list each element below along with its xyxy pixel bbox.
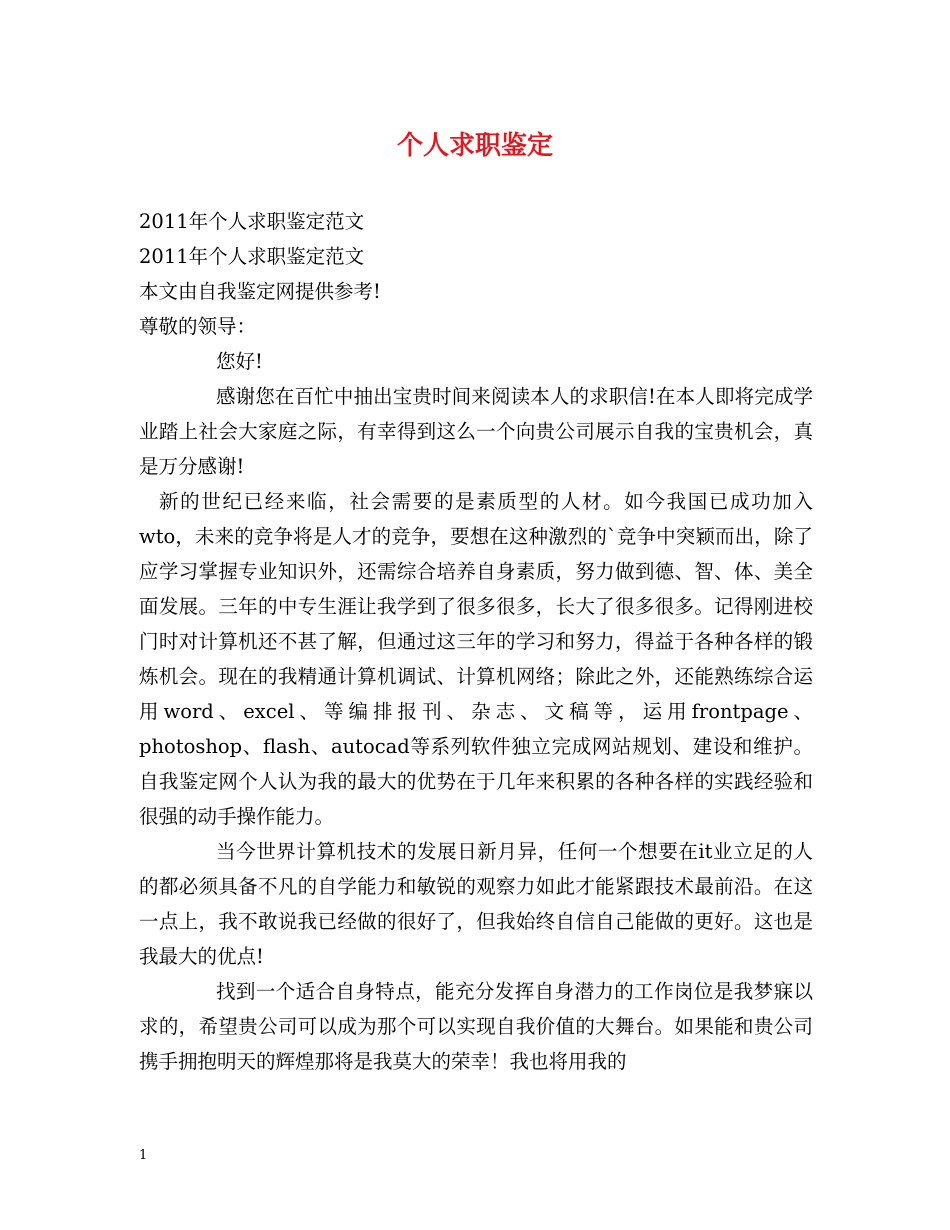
paragraph-thanks: 感谢您在百忙中抽出宝贵时间来阅读本人的求职信!在本人即将完成学业踏上社会大家庭之际，有幸得到这么一个向贵公司展示自我的宝贵机会，真是万分感谢! [139,385,813,478]
paragraph-learning: 当今世界计算机技术的发展日新月异，任何一个想要在it业立足的人的都必须具备不凡的自学能力和敏锐的观察力如此才能紧跟技术最前沿。在这一点上，我不敢说我已经做的很好了，但我始终自信自己能做的更好。这也是我最大的优点! [139,840,813,968]
subtitle-line: 2011年个人求职鉴定范文 [139,245,365,268]
page-number: 1 [139,1148,148,1163]
greeting: 您好! [216,350,263,373]
salutation: 尊敬的领导： [139,315,257,338]
source-note: 本文由自我鉴定网提供参考! [139,280,381,303]
paragraph-skills: 新的世纪已经来临，社会需要的是素质型的人材。如今我国已成功加入wto，未来的竞争将是人才的竞争，要想在这种激烈的`竞争中突颖而出，除了应学习掌握专业知识外，还需综合培养自身素质，努力做到德、智、体、美全面发展。三年的中专生涯让我学到了很多很多，长大了很多很多。记得刚进校门时对计算机还不甚了解，但通过这三年的学习和努力，得益于各种各样的锻炼机会。现在的我精通计算机调试、计算机网络；除此之外，还能熟练综合运用word、excel、等编排报刊、杂志、文稿等，运用frontpage、photoshop、flash、autocad等系列软件独立完成网站规划、建设和维护。自我鉴定网个人认为我的最大的优势在于几年来积累的各种各样的实践经验和很强的动手操作能力。 [139,490,813,828]
document-body [139,204,813,1079]
paragraph-goal: 找到一个适合自身特点，能充分发挥自身潜力的工作岗位是我梦寐以求的，希望贵公司可以成为那个可以实现自我价值的大舞台。如果能和贵公司携手拥抱明天的辉煌那将是我莫大的荣幸！我也将用我的 [139,980,813,1073]
subtitle-line: 2011年个人求职鉴定范文 [139,210,365,233]
document-title: 个人求职鉴定 [396,131,553,161]
